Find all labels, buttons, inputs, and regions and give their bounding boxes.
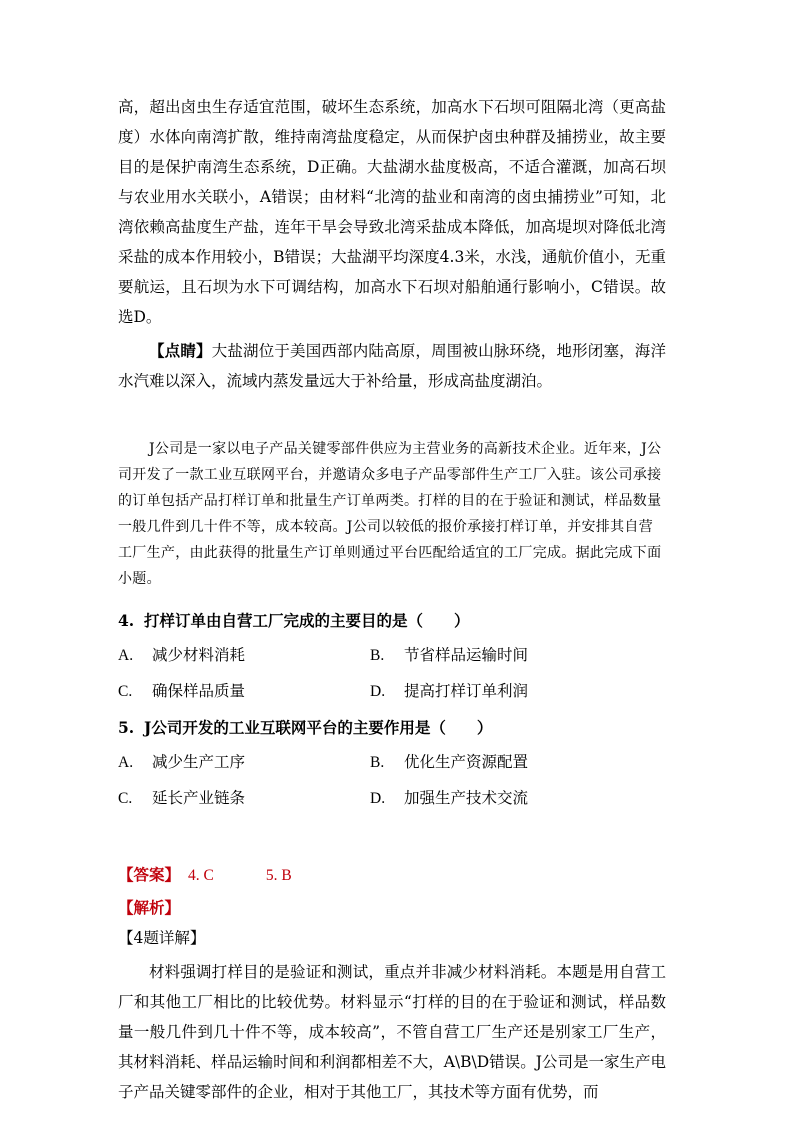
question-text: 打样订单由自营工厂完成的主要目的是（ ） xyxy=(144,611,470,630)
option-letter: D. xyxy=(370,683,386,700)
option-letter: B. xyxy=(370,754,385,771)
option-letter: B. xyxy=(370,647,385,664)
option-text: 提高打样订单利润 xyxy=(404,682,529,700)
question-5 xyxy=(118,713,666,814)
option-b[interactable] xyxy=(370,747,666,778)
option-c[interactable] xyxy=(118,676,370,707)
option-letter: D. xyxy=(370,790,386,807)
option-d[interactable] xyxy=(370,676,666,707)
question-number: 5. xyxy=(118,718,135,737)
option-d[interactable] xyxy=(370,783,666,814)
detail-paragraph: 材料强调打样目的是验证和测试，重点并非减少材料消耗。本题是用自营工厂和其他工厂相比的比较优势。材料显示“打样的目的在于验证和测试，样品数量一般几件到几十件不等，成本较高”，不管自营工厂生产还是别家工厂生产，其材料消耗、样品运输时间和利润都相差不大，A\B\D错误。J公司是一家生产电子产品关键零部件的企业，相对于其他工厂，其技术等方面有优势，而 xyxy=(118,963,666,1101)
question-stem xyxy=(118,713,666,743)
detail-title: 【4题详解】 xyxy=(118,929,206,947)
question-4 xyxy=(118,606,666,707)
option-b[interactable] xyxy=(370,640,666,671)
intro-paragraph: 高，超出卤虫生存适宜范围，破坏生态系统，加高水下石坝可阻隔北湾（更高盐度）水体向南湾扩散，维持南湾盐度稳定，从而保护卤虫种群及捕捞业，故主要目的是保护南湾生态系统，D正确。大盐湖水盐度极高，不适合灌溉，加高石坝与农业用水关联小，A错误；由材料“北湾的盐业和南湾的卤虫捕捞业”可知，北湾依赖高盐度生产盐，连年干旱会导致北湾采盐成本降低，加高堤坝对降低北湾采盐的成本作用较小，B错误；大盐湖平均深度4.3米，水浅，通航价值小，无重要航运，且石坝为水下可调结构，加高水下石坝对船舶通行影响小，C错误。故选D。 xyxy=(118,98,666,326)
analysis-tag: 【解析】 xyxy=(118,898,181,917)
answer-tag: 【答案】 xyxy=(118,865,181,884)
material-paragraph: J公司是一家以电子产品关键零部件供应为主营业务的高新技术企业。近年来，J公司开发了一款工业互联网平台，并邀请众多电子产品零部件生产工厂入驻。该公司承接的订单包括产品打样订单和批量生产订单两类。打样的目的在于验证和测试，样品数量一般几件到几十件不等，成本较高。J公司以较低的报价承接打样订单，并安排其自营工厂生产，由此获得的批量生产订单则通过平台匹配给适宜的工厂完成。据此完成下面小题。 xyxy=(118,441,662,587)
note-tag: 【点睛】 xyxy=(149,341,212,360)
option-c[interactable] xyxy=(118,783,370,814)
option-letter: A. xyxy=(118,754,134,771)
option-letter: A. xyxy=(118,647,134,664)
option-a[interactable] xyxy=(118,640,370,671)
options-grid xyxy=(118,640,666,707)
answer-4: 4. C xyxy=(188,867,214,884)
question-text: J公司开发的工业互联网平台的主要作用是（ ） xyxy=(144,718,493,737)
option-text: 加强生产技术交流 xyxy=(404,789,529,807)
note-text: 大盐湖位于美国西部内陆高原，周围被山脉环绕，地形闭塞，海洋水汽难以深入，流域内蒸发量远大于补给量，形成高盐度湖泊。 xyxy=(118,342,666,390)
note-paragraph xyxy=(118,336,666,396)
document-page xyxy=(118,92,666,1107)
option-text: 节省样品运输时间 xyxy=(404,646,529,664)
answer-5: 5. B xyxy=(265,867,292,884)
option-a[interactable] xyxy=(118,747,370,778)
option-text: 延长产业链条 xyxy=(152,789,246,807)
option-text: 优化生产资源配置 xyxy=(404,753,529,771)
option-text: 减少生产工序 xyxy=(152,753,246,771)
option-letter: C. xyxy=(118,790,133,807)
option-letter: C. xyxy=(118,683,133,700)
option-text: 减少材料消耗 xyxy=(152,646,246,664)
question-stem xyxy=(118,606,666,636)
option-text: 确保样品质量 xyxy=(152,682,246,700)
question-number: 4. xyxy=(118,611,135,630)
answer-line xyxy=(118,860,666,891)
options-grid xyxy=(118,747,666,814)
